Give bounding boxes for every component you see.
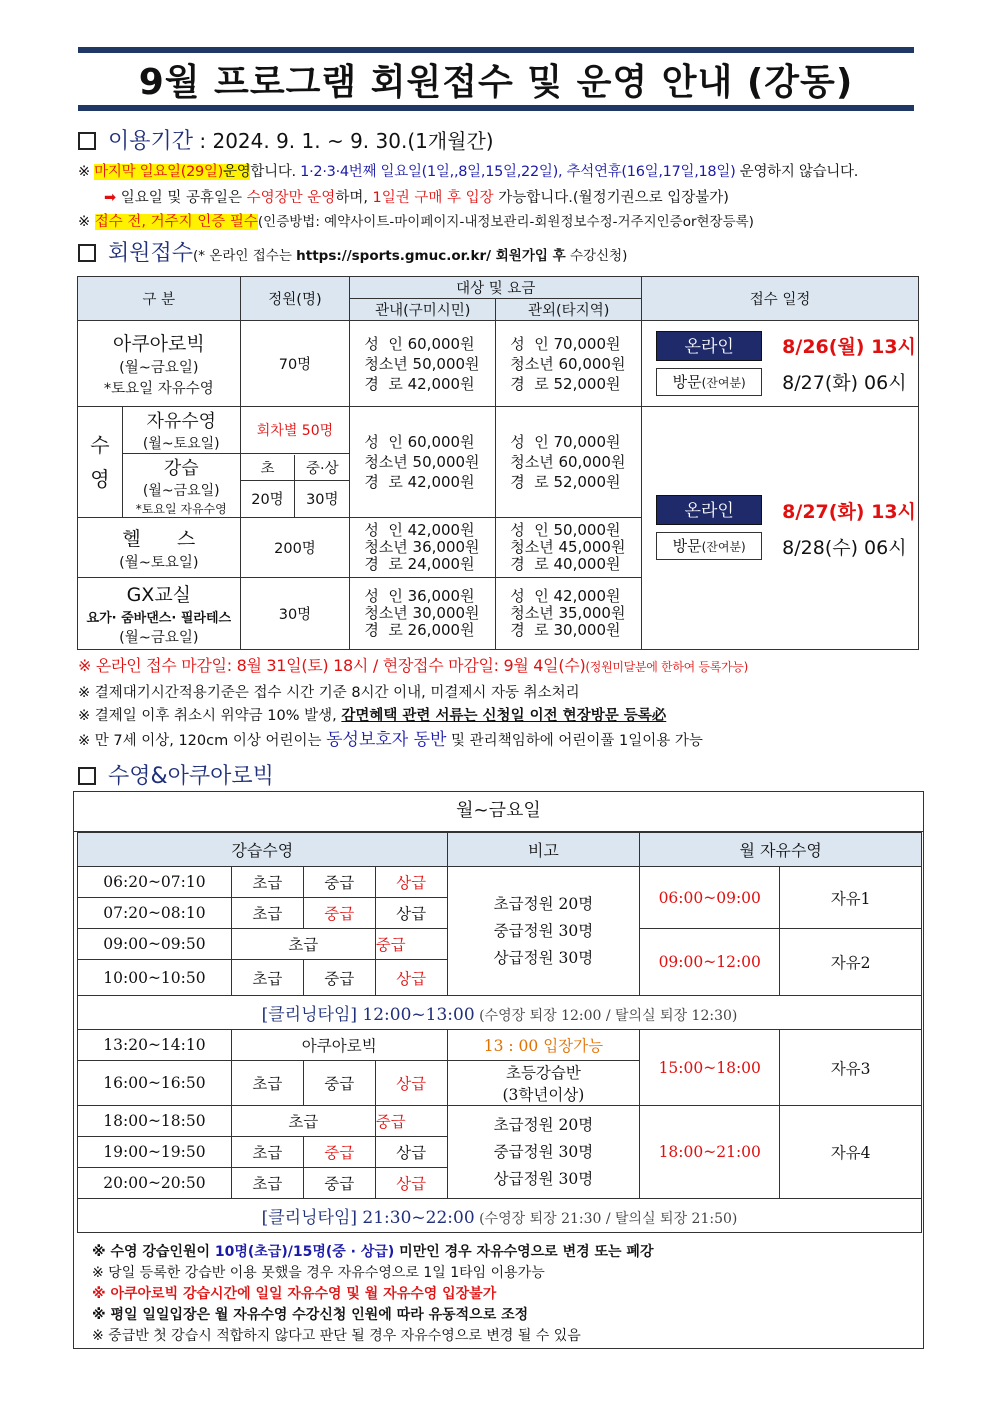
deadline-small: (정원미달분에 한하여 등록가능) <box>585 660 748 674</box>
period-value: 2024. 9. 1. ~ 9. 30.(1개월간) <box>212 129 494 153</box>
membership-note: (* 온라인 접수는 <box>193 248 297 264</box>
free-session-1: 자유1 <box>780 867 922 929</box>
level-intermediate: 중급 <box>375 929 447 960</box>
note-reduction: 감면혜택 관련 서류는 신청일 이전 현장방문 등록必 <box>341 708 667 724</box>
free-session-2: 자유2 <box>780 929 922 996</box>
header-schedule: 접수 일정 <box>642 277 919 321</box>
schedule-1 <box>642 321 919 407</box>
arrow-right-icon: ➡ <box>104 190 121 206</box>
header-lesson: 강습수영 <box>78 833 448 867</box>
level-advanced: 상급 <box>375 867 447 898</box>
free-swim-cell: 자유수영 (월~토요일) <box>122 407 240 454</box>
swim-table <box>77 832 922 1233</box>
level-beginner: 초급 <box>231 1061 303 1106</box>
header-capacity: 정원(명) <box>240 277 350 321</box>
schedule-2 <box>642 407 919 650</box>
note-last-sunday: 마지막 일요일(29일) <box>94 164 223 180</box>
page-title: 9월 프로그램 회원접수 및 운영 안내 (강동) <box>138 61 854 103</box>
free-time-4: 18:00~21:00 <box>640 1106 780 1199</box>
period-colon: : <box>193 129 213 153</box>
online-date: 8/26(월) 13시 <box>782 336 916 358</box>
free-time-2: 09:00~12:00 <box>640 929 780 996</box>
capacity-note-1: 초급정원 20명 중급정원 30명 상급정원 30명 <box>447 867 640 996</box>
note-mid-1: ※ 결제대기시간적용기준은 접수 시간 기준 8시간 이내, 미결제시 자동 취소처리 <box>78 685 580 701</box>
time-slot: 20:00~20:50 <box>78 1168 232 1199</box>
note-mid-3: ※ 만 7세 이상, 120cm 이상 어린이는 동성보호자 동반 및 관리책임하에 어린이풀 1일이용 가능 <box>78 730 703 750</box>
capacity-note-2: 초급정원 20명 중급정원 30명 상급정원 30명 <box>447 1106 640 1199</box>
lesson-cell: 강습 (월~금요일) *토요일 자유수영 <box>122 454 240 518</box>
free-swim-capacity: 회차별 50명 <box>240 407 350 454</box>
level-intermediate: 중급 <box>303 867 375 898</box>
header-target: 대상 및 요금 <box>350 277 642 299</box>
note-residence: 접수 전, 거주지 인증 필수 <box>94 214 258 230</box>
membership-note: 수강신청) <box>565 248 628 264</box>
gx-cell: GX교실 요가· 줌바댄스· 필라테스 (월~금요일) <box>78 578 241 650</box>
note-daily-ticket: 1일권 구매 후 입장 <box>372 190 494 206</box>
aqua-extra: *토요일 자유수영 <box>103 381 214 397</box>
note-text: 하며, <box>335 190 373 206</box>
fee-table <box>77 276 919 650</box>
note-line-3: ※ 접수 전, 거주지 인증 필수(인증방법: 예약사이트-마이페이지-내정보관리-회원정보수정-거주지인증or현장등록) <box>78 214 754 230</box>
note-text: 운영하지 않습니다. <box>735 164 859 180</box>
level-advanced: 상급 <box>375 1061 447 1106</box>
checkbox-square-icon <box>78 132 96 150</box>
time-slot: 16:00~16:50 <box>78 1061 232 1106</box>
cleaning-time-2: [클리닝타임] 21:30~22:00 (수영장 퇴장 21:30 / 탈의실 퇴장 21:50) <box>78 1199 922 1233</box>
level-beginner: 초급 <box>231 1168 303 1199</box>
checkbox-square-icon <box>78 244 96 262</box>
aqua-inner-fees: 성 인 60,000원 청소년 50,000원 경 로 42,000원 <box>350 321 496 407</box>
header-free-swim: 월 자유수영 <box>640 833 922 867</box>
time-slot: 10:00~10:50 <box>78 960 232 996</box>
note-pool-only: 수영장만 운영 <box>246 190 336 206</box>
deadline-line <box>78 653 748 676</box>
header-note: 비고 <box>447 833 640 867</box>
lesson-capacity: 초 중·상 20명 30명 <box>240 454 350 518</box>
header-inner: 관내(구미시민) <box>350 299 496 321</box>
period-line <box>78 124 494 155</box>
bottom-notes <box>92 1242 653 1347</box>
header-outer: 관외(타지역) <box>496 299 642 321</box>
aqua-days: (월~금요일) <box>119 360 199 376</box>
online-badge: 온라인 <box>656 331 762 361</box>
level-advanced: 상급 <box>375 960 447 996</box>
level-intermediate: 중급 <box>375 1106 447 1137</box>
note-closed-days: 1·2·3·4번째 일요일(1일,,8일,15일,22일), 추석연휴(16일,17일,18일) <box>300 164 736 180</box>
level-intermediate: 중급 <box>303 898 375 929</box>
level-beginner: 초급 <box>231 1137 303 1168</box>
swim-outer-fees: 성 인 70,000원 청소년 60,000원 경 로 52,000원 <box>496 407 642 518</box>
level-intermediate: 중급 <box>303 1137 375 1168</box>
membership-url[interactable]: https://sports.gmuc.or.kr/ 회원가입 후 <box>296 248 566 264</box>
free-time-1: 06:00~09:00 <box>640 867 780 929</box>
note-line-1: ※ 마지막 일요일(29일)운영합니다. 1·2·3·4번째 일요일(1일,,8일,15일,22일), 추석연휴(16일,17일,18일) 운영하지 않습니다. <box>78 164 859 180</box>
level-intermediate: 중급 <box>303 960 375 996</box>
health-capacity: 200명 <box>240 518 350 578</box>
health-cell: 헬 스 (월~토요일) <box>78 518 241 578</box>
aquarobic-class: 아쿠아로빅 <box>231 1030 447 1061</box>
swim-category: 수 영 <box>78 407 123 518</box>
visit-badge: 방문(잔여분) <box>656 532 762 560</box>
free-session-3: 자유3 <box>780 1030 922 1106</box>
health-inner-fees: 성 인 42,000원 청소년 36,000원 경 로 24,000원 <box>350 518 496 578</box>
level-intermediate: 중급 <box>303 1168 375 1199</box>
level-intermediate: 중급 <box>303 1061 375 1106</box>
checkbox-square-icon <box>78 767 96 785</box>
free-time-3: 15:00~18:00 <box>640 1030 780 1106</box>
level-advanced: 상급 <box>375 1168 447 1199</box>
level-advanced: 상급 <box>375 898 447 929</box>
title-box <box>78 47 914 111</box>
aqua-capacity: 70명 <box>240 321 350 407</box>
swim-timetable <box>73 791 924 1349</box>
aqua-cell <box>78 321 241 407</box>
level-advanced: 상급 <box>375 1137 447 1168</box>
gx-capacity: 30명 <box>240 578 350 650</box>
gx-outer-fees: 성 인 42,000원 청소년 35,000원 경 로 30,000원 <box>496 578 642 650</box>
deadline-main: ※ 온라인 접수 마감일: 8월 31일(토) 18시 / 현장접수 마감일: 9월 4일(수) <box>78 656 586 675</box>
level-beginner: 초급 <box>231 898 303 929</box>
level-beginner: 초급 <box>231 929 375 960</box>
aqua-entry-note: 13 : 00 입장가능 <box>447 1030 640 1061</box>
swim-section-title <box>78 759 274 790</box>
time-slot: 13:20~14:10 <box>78 1030 232 1061</box>
visit-date: 8/27(화) 06시 <box>782 372 907 394</box>
note-text: 합니다. <box>250 164 296 180</box>
period-label: 이용기간 <box>108 129 194 154</box>
note-text: 가능합니다.(월정기권으로 입장불가) <box>493 190 729 206</box>
membership-label: 회원접수 <box>108 241 194 266</box>
note-text: 일요일 및 공휴일은 <box>120 190 247 206</box>
time-slot: 06:20~07:10 <box>78 867 232 898</box>
membership-line <box>78 236 627 267</box>
time-slot: 19:00~19:50 <box>78 1137 232 1168</box>
visit-date: 8/28(수) 06시 <box>782 536 907 559</box>
swim-inner-fees: 성 인 60,000원 청소년 50,000원 경 로 42,000원 <box>350 407 496 518</box>
note-guardian: 동성보호자 동반 <box>326 730 447 750</box>
note-operate: 운영 <box>223 164 251 180</box>
header-category: 구 분 <box>78 277 241 321</box>
level-beginner: 초급 <box>231 1106 375 1137</box>
note-bottom-4: ※ 평일 일일입장은 월 자유수영 수강신청 인원에 따라 유동적으로 조정 <box>92 1307 529 1323</box>
note-bottom-2: ※ 당일 등록한 강습반 이용 못했을 경우 자유수영으로 1일 1타임 이용가능 <box>92 1265 545 1281</box>
time-slot: 18:00~18:50 <box>78 1106 232 1137</box>
note-bottom-1: ※ 수영 강습인원이 10명(초급)/15명(중 · 상급) 미만인 경우 자유수영으로 변경 또는 폐강 <box>92 1244 654 1260</box>
time-slot: 07:20~08:10 <box>78 898 232 929</box>
health-outer-fees: 성 인 50,000원 청소년 45,000원 경 로 40,000원 <box>496 518 642 578</box>
kids-class-note: 초등강습반 (3학년이상) <box>447 1061 640 1106</box>
level-beginner: 초급 <box>231 867 303 898</box>
note-auth-method: (인증방법: 예약사이트-마이페이지-내정보관리-회원정보수정-거주지인증or현장등록) <box>257 214 754 230</box>
free-session-4: 자유4 <box>780 1106 922 1199</box>
level-beginner: 초급 <box>231 960 303 996</box>
online-date: 8/27(화) 13시 <box>782 500 916 523</box>
aqua-name: 아쿠아로빅 <box>112 333 205 355</box>
note-line-2 <box>104 186 729 207</box>
swim-section-label: 수영&아쿠아로빅 <box>108 764 274 789</box>
note-bottom-3: ※ 아쿠아로빅 강습시간에 일일 자유수영 및 월 자유수영 입장불가 <box>92 1286 497 1302</box>
note-bottom-5: ※ 중급반 첫 강습시 적합하지 않다고 판단 될 경우 자유수영으로 변경 될 수 있음 <box>92 1328 581 1344</box>
aqua-outer-fees: 성 인 70,000원 청소년 60,000원 경 로 52,000원 <box>496 321 642 407</box>
swim-days-header: 월~금요일 <box>74 792 923 832</box>
online-badge: 온라인 <box>656 495 762 525</box>
gx-inner-fees: 성 인 36,000원 청소년 30,000원 경 로 26,000원 <box>350 578 496 650</box>
time-slot: 09:00~09:50 <box>78 929 232 960</box>
visit-badge: 방문(잔여분) <box>656 368 762 396</box>
cleaning-time-1: [클리닝타임] 12:00~13:00 (수영장 퇴장 12:00 / 탈의실 퇴장 12:30) <box>78 996 922 1030</box>
note-mid-2: ※ 결제일 이후 취소시 위약금 10% 발생, 감면혜택 관련 서류는 신청일 이전 현장방문 등록必 <box>78 708 667 724</box>
